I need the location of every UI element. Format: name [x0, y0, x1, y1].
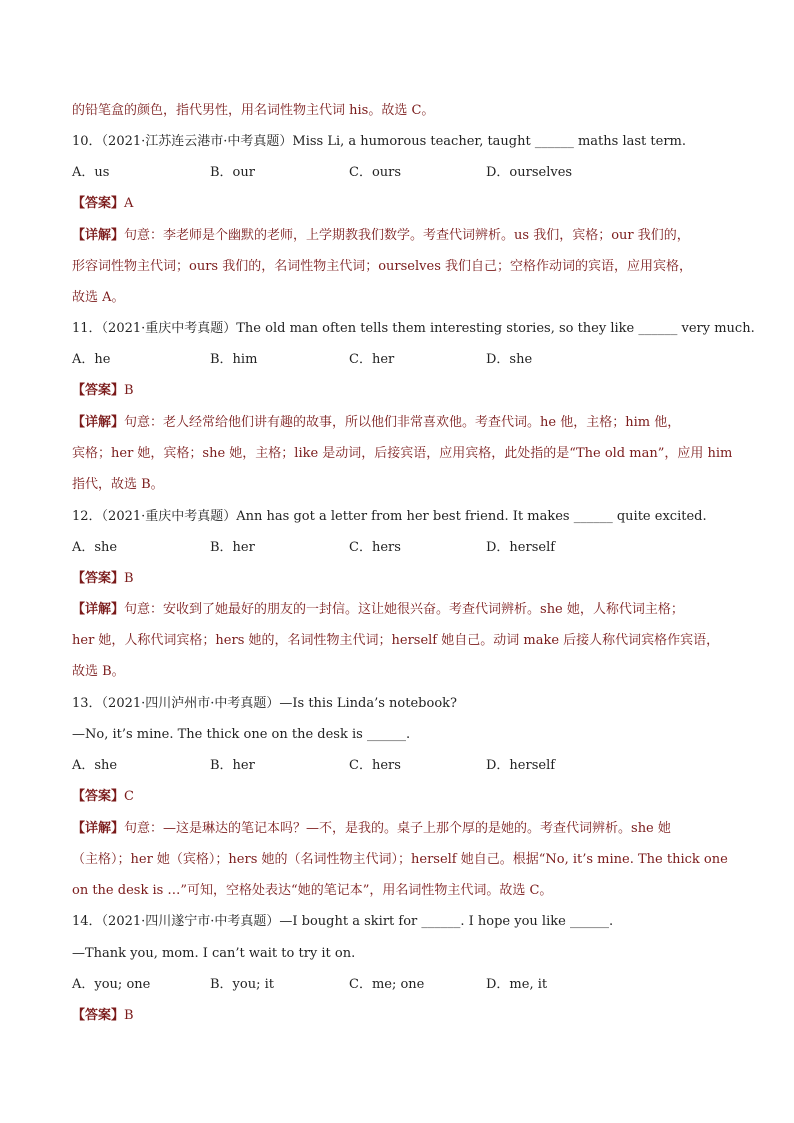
explanation-text: 句意：—这是琳达的笔记本吗？—不，是我的。桌子上那个厚的是她的。考查代词辨析。she 她 — [124, 821, 671, 836]
question-12: 12．（2021·重庆中考真题）Ann has got a letter from her best friend. It makes ______ quite excited. — [72, 509, 707, 524]
question-11: 11．（2021·重庆中考真题）The old man often tells them interesting stories, so they like ______ very much. — [72, 321, 755, 336]
explanation-10 — [72, 226, 732, 246]
option-c: C．hers — [349, 758, 401, 773]
explanation-line: 形容词性物主代词；ours 我们的，名词性物主代词；ourselves 我们自己；空格作动词的宾语，应用宾格， — [72, 259, 692, 274]
option-a: A．us — [72, 165, 110, 180]
answer-10 — [72, 194, 732, 214]
option-a: A．he — [72, 352, 111, 367]
answer-value: B — [124, 383, 134, 398]
options-11 — [72, 350, 732, 370]
explanation-13 — [72, 819, 732, 839]
explanation-line: 宾格；her 她，宾格；she 她，主格；like 是动词，后接宾语，应用宾格，此处指的是“The old man”，应用 him — [72, 446, 733, 461]
explanation-11 — [72, 413, 732, 433]
options-10 — [72, 163, 732, 183]
option-d: D．herself — [486, 540, 556, 555]
option-a: A．she — [72, 540, 118, 555]
answer-11 — [72, 381, 732, 401]
explanation-12 — [72, 600, 732, 620]
explanation-line: （主格）；her 她（宾格）；hers 她的（名词性物主代词）；herself 她自己。根据“No, it’s mine. The thick one — [72, 852, 728, 867]
options-12 — [72, 538, 732, 558]
answer-14 — [72, 1006, 732, 1026]
option-c: C．hers — [349, 540, 401, 555]
detail-tag: 【详解】 — [72, 228, 125, 243]
answer-tag: 【答案】 — [72, 789, 125, 804]
question-13: 13．（2021·四川泸州市·中考真题）—Is this Linda’s notebook? — [72, 696, 457, 711]
question-14-line-2: —Thank you, mom. I can’t wait to try it on. — [72, 946, 356, 961]
explanation-line: 故选 B。 — [72, 664, 125, 679]
answer-value: C — [124, 789, 134, 804]
question-13-line-2: —No, it’s mine. The thick one on the desk is ______. — [72, 727, 411, 742]
option-c: C．me; one — [349, 977, 425, 992]
option-b: B．our — [210, 165, 255, 180]
option-b: B．her — [210, 540, 255, 555]
question-10: 10．（2021·江苏连云港市·中考真题）Miss Li, a humorous teacher, taught ______ maths last term. — [72, 134, 686, 149]
option-d: D．she — [486, 352, 533, 367]
answer-13 — [72, 787, 732, 807]
detail-tag: 【详解】 — [72, 415, 125, 430]
question-14: 14．（2021·四川遂宁市·中考真题）—I bought a skirt for ______. I hope you like ______. — [72, 914, 614, 929]
option-d: D．herself — [486, 758, 556, 773]
answer-value: B — [124, 1008, 134, 1023]
option-a: A．you; one — [72, 977, 151, 992]
option-b: B．you; it — [210, 977, 274, 992]
explanation-line: 指代，故选 B。 — [72, 477, 164, 492]
answer-tag: 【答案】 — [72, 196, 125, 211]
detail-tag: 【详解】 — [72, 821, 125, 836]
options-13 — [72, 756, 732, 776]
answer-value: B — [124, 571, 134, 586]
option-d: D．ourselves — [486, 165, 573, 180]
option-b: B．her — [210, 758, 255, 773]
option-c: C．ours — [349, 165, 402, 180]
option-d: D．me, it — [486, 977, 548, 992]
explanation-line: her 她，人称代词宾格；hers 她的，名词性物主代词；herself 她自己。动词 make 后接人称代词宾格作宾语， — [72, 633, 720, 648]
detail-tag: 【详解】 — [72, 602, 125, 617]
option-b: B．him — [210, 352, 258, 367]
explanation-line: 的铅笔盒的颜色，指代男性，用名词性物主代词 his。故选 C。 — [72, 103, 435, 118]
explanation-line: on the desk is …”可知，空格处表达“她的笔记本”，用名词性物主代词。故选 C。 — [72, 883, 553, 898]
answer-tag: 【答案】 — [72, 571, 125, 586]
answer-tag: 【答案】 — [72, 1008, 125, 1023]
explanation-text: 句意：老人经常给他们讲有趣的故事，所以他们非常喜欢他。考查代词。he 他，主格；him 他， — [124, 415, 681, 430]
options-14 — [72, 975, 732, 995]
explanation-text: 句意：李老师是个幽默的老师，上学期教我们数学。考查代词辨析。us 我们，宾格；our 我们的， — [124, 228, 690, 243]
answer-12 — [72, 569, 732, 589]
option-a: A．she — [72, 758, 118, 773]
explanation-line: 故选 A。 — [72, 290, 125, 305]
answer-value: A — [124, 196, 134, 211]
explanation-text: 句意：安收到了她最好的朋友的一封信。这让她很兴奋。考查代词辨析。she 她，人称代词主格； — [124, 602, 684, 617]
answer-tag: 【答案】 — [72, 383, 125, 398]
option-c: C．her — [349, 352, 395, 367]
